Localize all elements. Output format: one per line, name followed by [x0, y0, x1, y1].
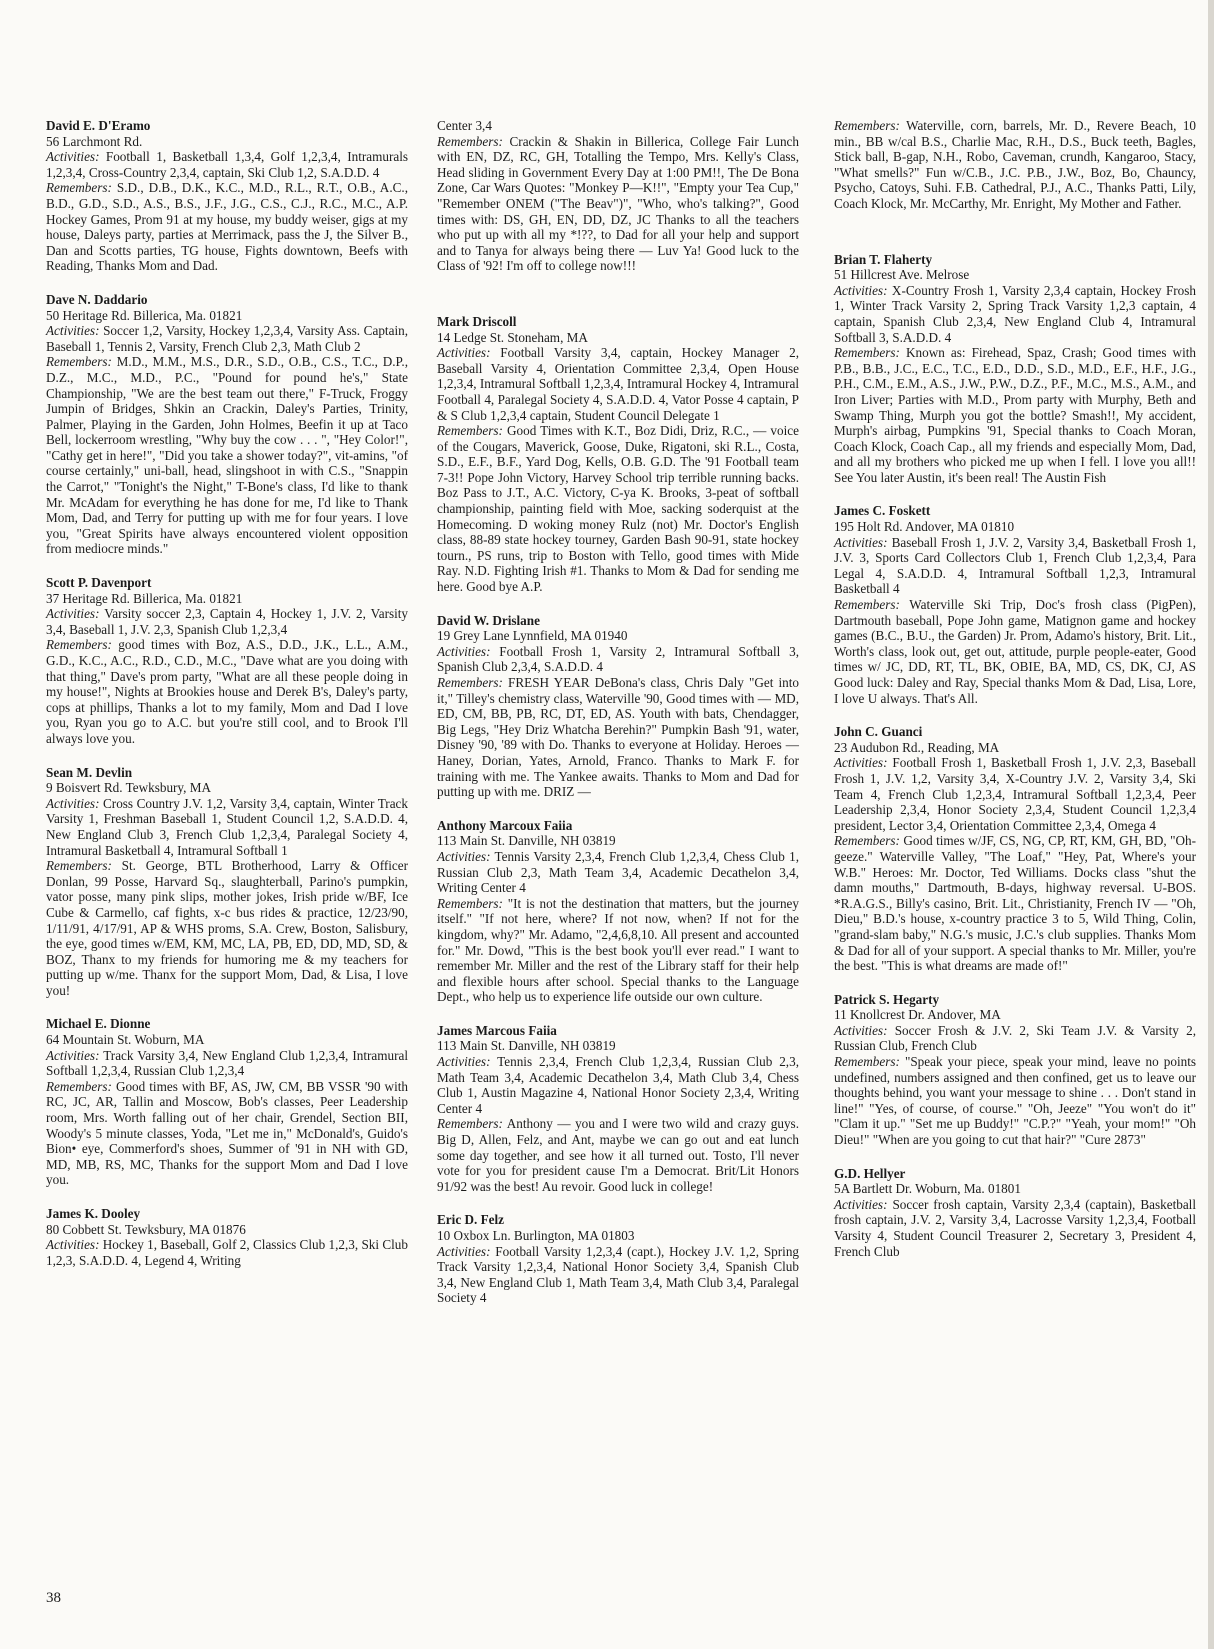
activities-text: Cross Country J.V. 1,2, Varsity 3,4, captain, Winter Track Varsity 1, Freshman Baseball 1, Student Council 1,2, S.A.D.D. 4, New England Club 3, French Club 1,2,3,4, Paralegal Society 4, Intramural Basketball 4, Intramural Softball 1: [46, 795, 409, 858]
remembers-paragraph: [437, 896, 799, 1005]
student-address: 51 Hillcrest Ave. Melrose: [834, 267, 970, 283]
remembers-label: Remembers:: [46, 1078, 112, 1094]
remembers-text: Anthony — you and I were two wild and crazy guys. Big D, Allen, Felz, and Ant, maybe we can go out and eat lunch some day together, and see how it all turned out. Tosto, I'll never vote for you for president cause I'm a Democrat. Brit/Lit Honors 91/92 was the best! Au revoir. Good luck in college!: [437, 1116, 799, 1194]
activities-paragraph: [46, 1048, 408, 1079]
remembers-label: Remembers:: [437, 895, 503, 911]
column-left: [46, 118, 408, 1286]
remembers-paragraph: [437, 423, 799, 595]
remembers-text: "It is not the destination that matters, but the journey itself." "If not here, where? If not now, when? If not for the kingdom, why?" Mr. Adamo, "2,4,6,8,10. All present and accounted for." Mr. Dowd, "This is the best book you'll ever read." I want to remember Mr. Miller and the rest of the Library staff for their help and flexible hours after school. Special thanks to the Language Dept., who help us to experience life outside our own culture.: [437, 895, 800, 1005]
remembers-label: Remembers:: [46, 858, 112, 874]
student-address: 64 Mountain St. Woburn, MA: [46, 1032, 205, 1048]
senior-entry: [46, 118, 408, 274]
activities-text: X-Country Frosh 1, Varsity 2,3,4 captain, Hockey Frosh 1, Winter Track Varsity 2, Spring Track Varsity 1,2,3 captain, 4 captain, Spanish Club 2,3,4, New England Club 4, Intramural Softball 3, S.A.D.D. 4: [834, 282, 1196, 345]
activities-paragraph: [437, 345, 799, 423]
student-address: 37 Heritage Rd. Billerica, Ma. 01821: [46, 590, 243, 606]
senior-entry: [46, 1016, 408, 1188]
activities-text: Football Varsity 1,2,3,4 (capt.), Hockey J.V. 1,2, Spring Track Varsity 1,2,3,4, National Honor Society 3,4, Spanish Club 3,4, New England Club 1, Math Team 3,4, Math Club 3,4, Paralegal Society 4: [437, 1243, 800, 1306]
activities-paragraph: [834, 535, 1196, 597]
activities-paragraph: [834, 283, 1196, 345]
activities-text: Football 1, Basketball 1,3,4, Golf 1,2,3,4, Intramurals 1,2,3,4, Cross-Country 2,3,4, captain, Ski Club 1,2, S.A.D.D. 4: [46, 149, 408, 180]
remembers-text: Waterville, corn, barrels, Mr. D., Revere Beach, 10 min., BB w/cal B.S., Charlie Mac, R.H., D.S., Buck teeth, Bagles, Stick ball, B-gap, N.H., Robo, Caveman, crundh, Kangaroo, Stacy, "What smells?" Fun w/C.B., J.C. P.B., J.W., Boz, Bo, Chauncy, Psycho, Catoys, Suhi. F.B. Cathedral, P.J., A.C., Thanks Patti, Lily, Coach Klock, Mr. McCarthy, Mr. Enright, My Mother and Father.: [834, 118, 1197, 211]
student-name: Brian T. Flaherty: [834, 251, 933, 267]
activities-label: Activities:: [834, 755, 888, 771]
column-right: [834, 118, 1196, 1277]
student-name: James Marcous Faiia: [437, 1022, 557, 1038]
student-name: David E. D'Eramo: [46, 118, 151, 133]
activities-label: Activities:: [46, 1047, 100, 1063]
remembers-paragraph: [437, 1116, 799, 1194]
activities-text: Tennis 2,3,4, French Club 1,2,3,4, Russian Club 2,3, Math Team 3,4, Academic Decathelon 3,4, Math Club 3,4, Chess Club 1, Austin Magazine 4, National Honor Society 2,3,4, Writing Center 4: [437, 1054, 799, 1116]
remembers-paragraph: [834, 833, 1196, 973]
activities-paragraph: [46, 1237, 408, 1268]
student-address: 50 Heritage Rd. Billerica, Ma. 01821: [46, 307, 243, 323]
student-name: David W. Drislane: [437, 612, 540, 628]
student-address: 113 Main St. Danville, NH 03819: [437, 833, 616, 849]
student-name: Michael E. Dionne: [46, 1016, 151, 1032]
student-address: 10 Oxbox Ln. Burlington, MA 01803: [437, 1228, 635, 1243]
activities-paragraph: [46, 796, 408, 858]
remembers-label: Remembers:: [46, 354, 112, 370]
student-name: Dave N. Daddario: [46, 291, 148, 307]
senior-entry: [46, 292, 408, 557]
activities-label: Activities:: [46, 1237, 100, 1253]
activities-paragraph: [437, 1244, 799, 1306]
continued-activities: Center 3,4: [437, 118, 492, 133]
remembers-paragraph: [834, 345, 1196, 485]
activities-paragraph: [834, 1197, 1196, 1259]
senior-entry: [834, 1166, 1196, 1260]
activities-label: Activities:: [437, 643, 491, 659]
student-address: 9 Boisvert Rd. Tewksbury, MA: [46, 780, 212, 796]
remembers-paragraph: [834, 1054, 1196, 1148]
remembers-paragraph: [46, 858, 408, 998]
page-edge: [1208, 0, 1214, 1649]
activities-paragraph: [437, 644, 799, 675]
activities-label: Activities:: [437, 848, 491, 864]
remembers-paragraph: [437, 134, 799, 274]
activities-text: Soccer Frosh & J.V. 2, Ski Team J.V. & Varsity 2, Russian Club, French Club: [834, 1022, 1197, 1054]
student-address: 14 Ledge St. Stoneham, MA: [437, 329, 588, 345]
remembers-label: Remembers:: [834, 345, 900, 361]
student-name: Scott P. Davenport: [46, 575, 152, 591]
student-address: 23 Audubon Rd., Reading, MA: [834, 739, 1000, 755]
activities-paragraph: [46, 323, 408, 354]
remembers-text: S.D., D.B., D.K., K.C., M.D., R.L., R.T., O.B., A.C., B.D., G.D., S.D., A.S., B.S., J.F., J.G., C.S., C.J., R.C., M.C., A.P. Hockey Games, Prom 91 at my house, my buddy weiser, gigs at my house, Daleys party, parties at Merrimack, pass the J, the Silver B., Dan and Scotts parties, TG house, Fights downtown, Beefs with Reading, Thanks Mom and Dad.: [46, 180, 409, 274]
student-name: James C. Foskett: [834, 503, 931, 519]
remembers-label: Remembers:: [437, 133, 503, 149]
activities-text: Soccer 1,2, Varsity, Hockey 1,2,3,4, Varsity Ass. Captain, Baseball 1, Tennis 2, Varsity, French Club 2,3, Math Club 2: [46, 323, 408, 354]
remembers-label: Remembers:: [46, 180, 112, 196]
remembers-text: Good Times with K.T., Boz Didi, Driz, R.C., — voice of the Cougars, Maverick, Goose, Duke, Rigatoni, ski R.L., Costa, S.D., E.F., B.F., Yard Dog, Kells, O.B. G.D. The '91 Football team 7-3!! Pope John Victory, Harvey School trip terrible running backs. Boz Pass to J.T., A.C. Victory, C-ya K. Brooks, 3-peat of softball championship, painting field with Moe, sacking soderquist at the Homecoming. D woking money Rulz (not) Mr. Doctor's English class, 88-89 state hockey tourney, Garden Bash 90-91, state hockey tourn., PS runs, trip to Boston with Tello, good times with Mide Ray. N.D. Fighting Irish #1. Thanks to Mom & Dad for sending me here. Good bye A.P.: [437, 423, 799, 595]
activities-paragraph: [437, 1054, 799, 1116]
remembers-text: FRESH YEAR DeBona's class, Chris Daly "Get into it," Tilley's chemistry class, Waterville '90, Good times with — MD, ED, CM, BB, PB, RC, DT, ED, AS. Youth with bats, Chendagger, Big Legs, "Hey Driz Whatcha Berehin?" Pumpkin Bash '91, water, Disney '90, '89 with Do. Thanks to everyone at Holiday. Heroes — Haney, Dorian, Yates, Arnold, Franco. Thanks to Mark F. for training with me. The Yankee awaits. Thanks to Mom and Dad for putting up with me. DRIZ —: [437, 675, 799, 800]
remembers-text: "Speak your piece, speak your mind, leave no points undefined, numbers assigned and then confined, get us to leave our thoughts behind, you want your message to shine . . . Don't stand in line!" "Yes, of course, of course." "Oh, Jeeze" "You won't do it" "Clam it up." "Set me up Buddy!" "C.P.?" "Yeah, your mom!" "Oh Dieu!" "When are you going to cut that hair?" "Cure 2873": [834, 1054, 1197, 1148]
senior-entry: [437, 613, 799, 800]
activities-text: Track Varsity 3,4, New England Club 1,2,3,4, Intramural Softball 1,2,3,4, Russian Club 1,2,3,4: [46, 1047, 408, 1079]
activities-paragraph: [834, 755, 1196, 833]
remembers-text: good times with Boz, A.S., D.D., J.K., L.L., A.M., G.D., K.C., A.C., R.D., C.D., M.C., "Dave what are you doing with that thing," Dave's prom party, "What are all these people doing in my house!", Nights at Brookies house and Derek B's, Daley's party, cops at phillips, Thanks a lot to my family, Mom and Dad I love you, Ryan you go to A.C. but you're still cool, and to Brook I'll always love you.: [46, 637, 408, 746]
senior-entry: [437, 1212, 799, 1306]
remembers-label: Remembers:: [834, 833, 900, 849]
student-name: James K. Dooley: [46, 1206, 141, 1221]
remembers-text: Good times w/JF, CS, NG, CP, RT, KM, GH, BD, "Oh-geeze." Waterville Valley, "The Loaf," "Hey, Pat, Where's your W.B." Heroes: Mr. Doctor, Ted Williams. Docks class "shut the damn mouths," Dartmouth, B-days, highway reversal. U-BOS. *R.A.G.S., Billy's casino, Brit. Lit., Christianity, French IV — "Oh, Dieu," B.D.'s house, x-country practice 3 to 5, Wild Thing, Colin, "grand-slam baby," N.G.'s music, J.C.'s club supplies. Thanks Mom & Dad for all of your support. A special thanks to Mr. Miller, you're the best. "This is what dreams are made of!": [834, 833, 1196, 974]
student-name: John C. Guanci: [834, 724, 923, 740]
remembers-label: Remembers:: [437, 423, 503, 439]
activities-text: Varsity soccer 2,3, Captain 4, Hockey 1, J.V. 2, Varsity 3,4, Baseball 1, J.V. 2,3, Spanish Club 1,2,3,4: [46, 606, 409, 637]
remembers-paragraph: [46, 180, 408, 274]
activities-text: Soccer frosh captain, Varsity 2,3,4 (captain), Basketball frosh captain, J.V. 2, Varsity 3,4, Lacrosse Varsity 1,2,3,4, Football Varsity 4, Student Council Treasurer 2, Secretary 3, President 4, French Club: [834, 1196, 1197, 1259]
student-address: 56 Larchmont Rd.: [46, 133, 143, 149]
senior-entry: [834, 992, 1196, 1148]
activities-paragraph: [834, 1023, 1196, 1054]
activities-paragraph: [437, 849, 799, 896]
activities-text: Football Frosh 1, Basketball Frosh 1, J.V. 2,3, Baseball Frosh 1, J.V. 1,2, Varsity 3,4, X-Country J.V. 2, Varsity 3,4, Ski Team 4, French Club 1,2,3,4, Intramural Softball 1,2,3,4, Peer Leadership 2,3,4, Honor Society 2,3,4, Student Council 1,2,3,4 president, Lector 3,4, Orientation Committee 2,3,4, Omega 4: [834, 755, 1196, 833]
senior-entry: [46, 765, 408, 999]
student-name: Patrick S. Hegarty: [834, 991, 940, 1007]
senior-entry: [46, 575, 408, 747]
activities-text: Baseball Frosh 1, J.V. 2, Varsity 3,4, Basketball Frosh 1, J.V. 3, Sports Card Collectors Club 1, French Club 1,2,3,4, Para Legal 4, S.A.D.D. 4, Intramural Softball 1,2,3, Intramural Basketball 4: [834, 534, 1196, 597]
senior-entry: [437, 1023, 799, 1195]
remembers-label: Remembers:: [437, 675, 503, 690]
activities-label: Activities:: [46, 606, 100, 622]
remembers-text: St. George, BTL Brotherhood, Larry & Officer Donlan, 99 Posse, Harvard Sq., slaughterball, Parino's pumpkin, vator posse, many pink slips, mother jokes, Irish pride w/BF, Ice Cube & Carmello, caf fights, x-c bus rides & practice, 12/23/90, 1/11/91, 4/17/91, AP & WHS proms, S.A. Crew, Boston, Salisbury, the eye, good times w/EM, KM, MC, LA, PB, ED, DD, MD, SD, & BOZ, Thanx to my friends for humoring me & my teachers for putting up w/me. Thanx for the support Mom, Dad, & Lisa, I love you!: [46, 858, 408, 998]
activities-label: Activities:: [437, 1243, 491, 1259]
activities-label: Activities:: [834, 282, 888, 298]
activities-text: Tennis Varsity 2,3,4, French Club 1,2,3,4, Chess Club 1, Russian Club 2,3, Math Team 3,4, Academic Decathelon 3,4, Writing Center 4: [437, 848, 799, 896]
senior-entry: [834, 118, 1196, 212]
remembers-paragraph: [46, 637, 408, 746]
student-address: 195 Holt Rd. Andover, MA 01810: [834, 519, 1015, 535]
activities-label: Activities:: [834, 534, 888, 550]
remembers-label: Remembers:: [834, 118, 900, 133]
remembers-text: Known as: Firehead, Spaz, Crash; Good times with P.B., B.B., J.C., E.C., T.C., E.D., D.D., S.D., M.D., E.F., H.F., J.G., P.H., C.M., E.M., A.S., J.W., P.W., D.Z., P.F., M.C., M.S., A.M., and Iron Liver; Parties with M.D., Prom party with Murphy, Beth and Swamp Thing, Murph you got the bottle? Smash!!, My accident, Murph's airbag, Pumpkins '91, Special thanks to Coach Moran, Coach Klock, Coach Cap., all my friends and especially Mom, Dad, and all my brothers who picked me up when I fell. I love you all!! See You later Austin, it's been real! The Austin Fish: [834, 345, 1196, 485]
remembers-text: Good times with BF, AS, JW, CM, BB VSSR '90 with RC, JC, AR, Tallin and Moscow, Bob's classes, Peer Leadership room, Mrs. Worth falling out of her chair, Grendel, Section BII, Woody's 5 minute classes, Yoda, "Let me in," McDonald's, Guido's Bion• eye, Commerford's shoes, Summer of '91 in NH with GD, MD, MB, RS, MC, Thanks for the support Mom and Dad I love you.: [46, 1078, 409, 1188]
student-name: Sean M. Devlin: [46, 764, 133, 780]
senior-entry: [437, 314, 799, 595]
student-address: 5A Bartlett Dr. Woburn, Ma. 01801: [834, 1181, 1021, 1197]
activities-text: Hockey 1, Baseball, Golf 2, Classics Club 1,2,3, Ski Club 1,2,3, S.A.D.D. 4, Legend 4, Writing: [46, 1237, 408, 1268]
activities-label: Activities:: [46, 795, 100, 811]
activities-label: Activities:: [46, 323, 100, 339]
remembers-text: M.D., M.M., M.S., D.R., S.D., O.B., C.S., T.C., D.P., D.Z., M.C., M.D., P.C., "Pound for pound he's," State Championship, "We are the best team out there," F-Truck, Froggy Jumpin of Bridges, Shkin an Crackin, Daley's Parties, Trinity, Palmer, Playing in the Garden, John Holmes, Beefin it up at Taco Bell, lockerroom wrestling, "Why buy the cow . . . ", "Hey Color!", "Cathy get in here!", "Did you take a shower today?", vit-amins, "of course certainly," uni-ball, head, slingshoot in with C.S., "Snappin the Carrot," "Tonight's the Night," T-Bone's class, I'd like to thank Mr. McAdam for everything he has done for me, I'd like to Thank Mom, Dad, and Terry for putting up with me for four years. I love you, "Great Spirits have always encountered violent opposition from mediocre minds.": [46, 354, 409, 557]
activities-text: Football Frosh 1, Varsity 2, Intramural Softball 3, Spanish Club 2,3,4, S.A.D.D. 4: [437, 643, 799, 675]
remembers-label: Remembers:: [46, 637, 112, 653]
remembers-text: Crackin & Shakin in Billerica, College Fair Lunch with EN, DZ, RC, GH, Totalling the Tempo, Mrs. Kelly's Class, Head sliding in Government Every Day at 1:00 PM!!, The De Bona Zone, Car Wars Quotes: "Monkey P—K!!", "Empty your Tea Cup," "Remember ONEM ("The Beav")", "Who, who's talking?", Good times with: DS, GH, EN, DD, DZ, JC Thanks to all the teachers who put up with all my *!??, to Dad for all your help and support and to Tanya for always being there — Luv Ya! Good luck to the Class of '92! I'm off to college now!!!: [437, 133, 800, 274]
senior-entry: [834, 503, 1196, 706]
column-middle: [437, 118, 799, 1324]
student-address: 80 Cobbett St. Tewksbury, MA 01876: [46, 1221, 246, 1237]
remembers-paragraph: [46, 354, 408, 557]
remembers-label: Remembers:: [834, 1054, 900, 1070]
senior-entry: [46, 1206, 408, 1268]
activities-paragraph: [46, 606, 408, 637]
student-name: Anthony Marcoux Faiia: [437, 817, 573, 833]
activities-label: Activities:: [437, 1054, 491, 1070]
activities-label: Activities:: [834, 1022, 888, 1038]
remembers-paragraph: [834, 597, 1196, 706]
remembers-label: Remembers:: [834, 597, 900, 613]
remembers-paragraph: [437, 675, 799, 800]
activities-label: Activities:: [834, 1196, 888, 1212]
student-name: Mark Driscoll: [437, 313, 517, 329]
activities-text: Football Varsity 3,4, captain, Hockey Manager 2, Baseball Varsity 4, Orientation Committee 2,3,4, Open House 1,2,3,4, Intramural Softball 1,2,3,4, Intramural Hockey 4, Intramural Football 4, Paralegal Society 4, S.A.D.D. 4, Vator Posse 4 captain, P & S Club 1,2,3,4 captain, Student Council Delegate 1: [437, 345, 799, 423]
student-address: 11 Knollcrest Dr. Andover, MA: [834, 1007, 1001, 1023]
remembers-label: Remembers:: [437, 1116, 503, 1132]
senior-entry: [437, 118, 799, 274]
remembers-text: Waterville Ski Trip, Doc's frosh class (PigPen), Dartmouth baseball, Pope John game, Matignon game and hockey games (B.C., B.U., the Garden) Jr. Prom, Adamo's history, Brit. Lit., Worth's class, look out, get out, attitude, purple people-eater, Good times w/ JC, DD, RT, TL, BK, OBIE, BA, MD, CS, DK, CJ, AS Good luck: Daley and Ray, Special thanks Mom & Dad, Lisa, Lore, I love U always. That's All.: [834, 597, 1196, 706]
activities-label: Activities:: [437, 345, 491, 361]
senior-entry: [834, 252, 1196, 486]
student-name: G.D. Hellyer: [834, 1165, 906, 1181]
senior-entry: [437, 818, 799, 1005]
student-address: 19 Grey Lane Lynnfield, MA 01940: [437, 628, 628, 644]
remembers-paragraph: [834, 118, 1196, 212]
activities-label: Activities:: [46, 149, 100, 165]
page-number: 38: [46, 1590, 61, 1606]
student-name: Eric D. Felz: [437, 1212, 505, 1228]
senior-entry: [834, 724, 1196, 974]
activities-paragraph: [46, 149, 408, 180]
student-address: 113 Main St. Danville, NH 03819: [437, 1038, 616, 1054]
remembers-paragraph: [46, 1079, 408, 1188]
